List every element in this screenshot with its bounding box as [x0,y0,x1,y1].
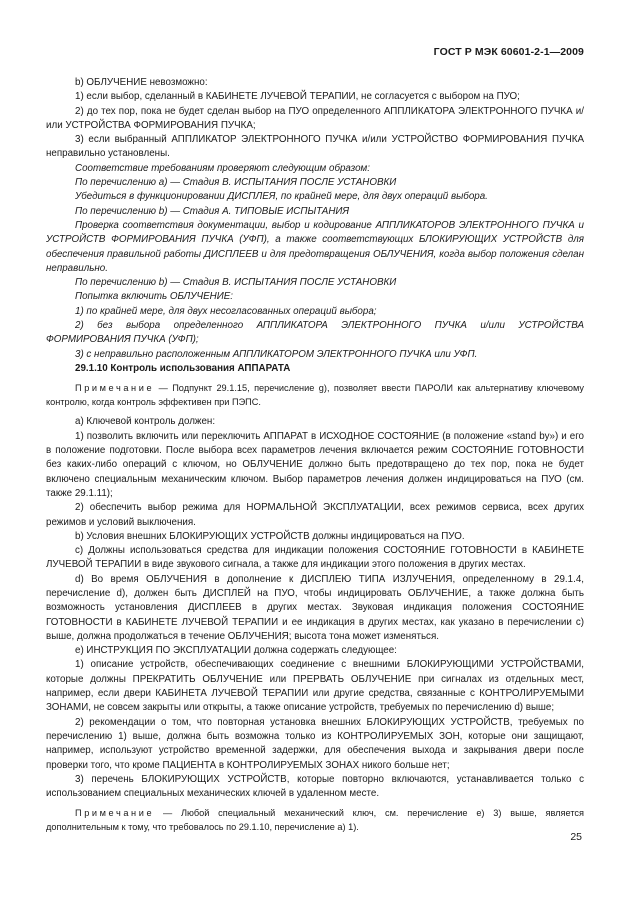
note-label: Примечание [75,808,155,819]
note-label: Примечание [75,383,155,394]
paragraph: e) ИНСТРУКЦИЯ ПО ЭКСПЛУАТАЦИИ должна содержать следующее: [75,645,397,657]
italic-paragraph: 2) без выбора определенного АППЛИКАТОРА ЭЛЕКТРОННОГО ПУЧКА и/или УСТРОЙСТВА ФОРМИРОВАНИЯ ПУЧКА (УФП); [46,320,584,346]
paragraph: 3) перечень БЛОКИРУЮЩИХ УСТРОЙСТВ, которые повторно включаются, устанавливается только с использованием специальных механических ключей в удаленном месте. [46,773,584,800]
italic-paragraph: 1) по крайней мере, для двух несогласованных операций выбора; [75,305,377,317]
paragraph: b) Условия внешних БЛОКИРУЮЩИХ УСТРОЙСТВ должны индицироваться на ПУО. [75,530,465,542]
italic-paragraph: Соответствие требованиям проверяют следующим образом: [75,162,370,174]
page-number: 25 [570,831,582,843]
page-content [46,76,584,835]
paragraph: 3) если выбранный АППЛИКАТОР ЭЛЕКТРОННОГО ПУЧКА и/или УСТРОЙСТВО ФОРМИРОВАНИЯ ПУЧКА неправильно установлены. [46,134,584,160]
italic-paragraph: По перечислению b) — Стадия А. ТИПОВЫЕ ИСПЫТАНИЯ [75,205,350,217]
paragraph: 1) позволить включить или переключить АППАРАТ в ИСХОДНОЕ СОСТОЯНИЕ (в положение «stand by») и его в положение подготовки. После выбора всех параметров лечения включается режим СОСТОЯНИЕ ГОТОВНОСТИ без каких-либо операций с ключом, но ОБЛУЧЕНИЕ должно быть предотвращено до тех пор, пока не будет включено специальным механическим ключом. Выбор параметров лечения должен индицироваться на ПУО (см. также 29.1.11); [46,430,584,499]
section-heading: 29.1.10 Контроль использования АППАРАТА [75,362,291,374]
italic-paragraph: Попытка включить ОБЛУЧЕНИЕ: [75,291,233,303]
note-text: — Любой специальный механический ключ, см. перечисление e) 3) выше, является дополнительным к тому, что требовалось по 29.1.10, перечисление a) 1). [46,808,584,833]
note-paragraph [46,382,584,409]
note-paragraph [46,807,584,834]
italic-paragraph: По перечислению b) — Стадия В. ИСПЫТАНИЯ ПОСЛЕ УСТАНОВКИ [75,277,397,289]
paragraph: c) Должны использоваться средства для индикации положения СОСТОЯНИЕ ГОТОВНОСТИ в КАБИНЕТЕ ЛУЧЕВОЙ ТЕРАПИИ в виде звукового сигнала, а также для индикации этого положения в других местах. [46,545,584,571]
italic-paragraph: Проверка соответствия документации, выбор и кодирование АППЛИКАТОРОВ ЭЛЕКТРОННОГО ПУЧКА и УСТРОЙСТВ ФОРМИРОВАНИЯ ПУЧКА (УФП), а также соответствующих БЛОКИРУЮЩИХ УСТРОЙСТВ для обеспечения правильной работы ДИСПЛЕЕВ и для предотвращения ОБЛУЧЕНИЯ, когда выбор положения сделан неправильно. [46,219,584,274]
paragraph: 1) описание устройств, обеспечивающих соединение с внешними БЛОКИРУЮЩИМИ УСТРОЙСТВАМИ, которые должны ПРЕКРАТИТЬ ОБЛУЧЕНИЕ или ПРЕРВАТЬ ОБЛУЧЕНИЕ при сигналах из отдельных мест, например, если двери КАБИНЕТА ЛУЧЕВОЙ ТЕРАПИИ или другие средства, связанные с КОНТРОЛИРУЕМЫМИ ЗОНАМИ, не совсем закрыты или открыты, а также описание устройств, требуемых по перечислению d) выше; [46,659,584,714]
paragraph: a) Ключевой контроль должен: [75,416,216,428]
italic-paragraph: 3) с неправильно расположенным АППЛИКАТОРОМ ЭЛЕКТРОННОГО ПУЧКА или УФП. [75,348,478,360]
italic-paragraph: По перечислению а) — Стадия В. ИСПЫТАНИЯ ПОСЛЕ УСТАНОВКИ [75,177,397,189]
paragraph: b) ОБЛУЧЕНИЕ невозможно: [75,77,208,88]
paragraph: 2) обеспечить выбор режима для НОРМАЛЬНОЙ ЭКСПЛУАТАЦИИ, всех режимов сервиса, всех других режимов и условий выключения. [46,502,584,528]
paragraph: 2) рекомендации о том, что повторная установка внешних БЛОКИРУЮЩИХ УСТРОЙСТВ, требуемых по перечислению 1) выше, должна быть возможна только из КОНТРОЛИРУЕМЫХ ЗОН, которые они защищают, например, используют устройство временной задержки, для обеспечения выхода и закрывания двери после проверки того, что кроме ПАЦИЕНТА в КОНТРОЛИРУЕМЫХ ЗОНАХ никого больше нет; [46,716,584,771]
paragraph: 1) если выбор, сделанный в КАБИНЕТЕ ЛУЧЕВОЙ ТЕРАПИИ, не согласуется с выбором на ПУО; [75,91,520,103]
paragraph: 2) до тех пор, пока не будет сделан выбор на ПУО определенного АППЛИКАТОРА ЭЛЕКТРОННОГО ПУЧКА и/или УСТРОЙСТВА ФОРМИРОВАНИЯ ПУЧКА; [46,105,584,131]
italic-paragraph: Убедиться в функционировании ДИСПЛЕЯ, по крайней мере, для двух операций выбора. [75,191,488,203]
standard-header: ГОСТ Р МЭК 60601-2-1—2009 [433,46,584,58]
note-text: — Подпункт 29.1.15, перечисление g), позволяет ввести ПАРОЛИ как альтернативу ключевому контролю, когда контроль эффективен при ПЭПС. [46,383,584,407]
paragraph: d) Во время ОБЛУЧЕНИЯ в дополнение к ДИСПЛЕЮ ТИПА ИЗЛУЧЕНИЯ, определенному в 29.1.4, перечисление d), должен быть ДИСПЛЕЙ на ПУО, чтобы индицировать ОБЛУЧЕНИЕ, а также должна быть возможность установления ДИСПЛЕЕВ в других местах. Звуковая индикация положения СОСТОЯНИЕ ГОТОВНОСТИ в КАБИНЕТЕ ЛУЧЕВОЙ ТЕРАПИИ и ее индикация в других местах, как указано в перечислении c) выше, должна продолжаться в течение ОБЛУЧЕНИЯ; высота тона может изменяться. [46,573,584,642]
